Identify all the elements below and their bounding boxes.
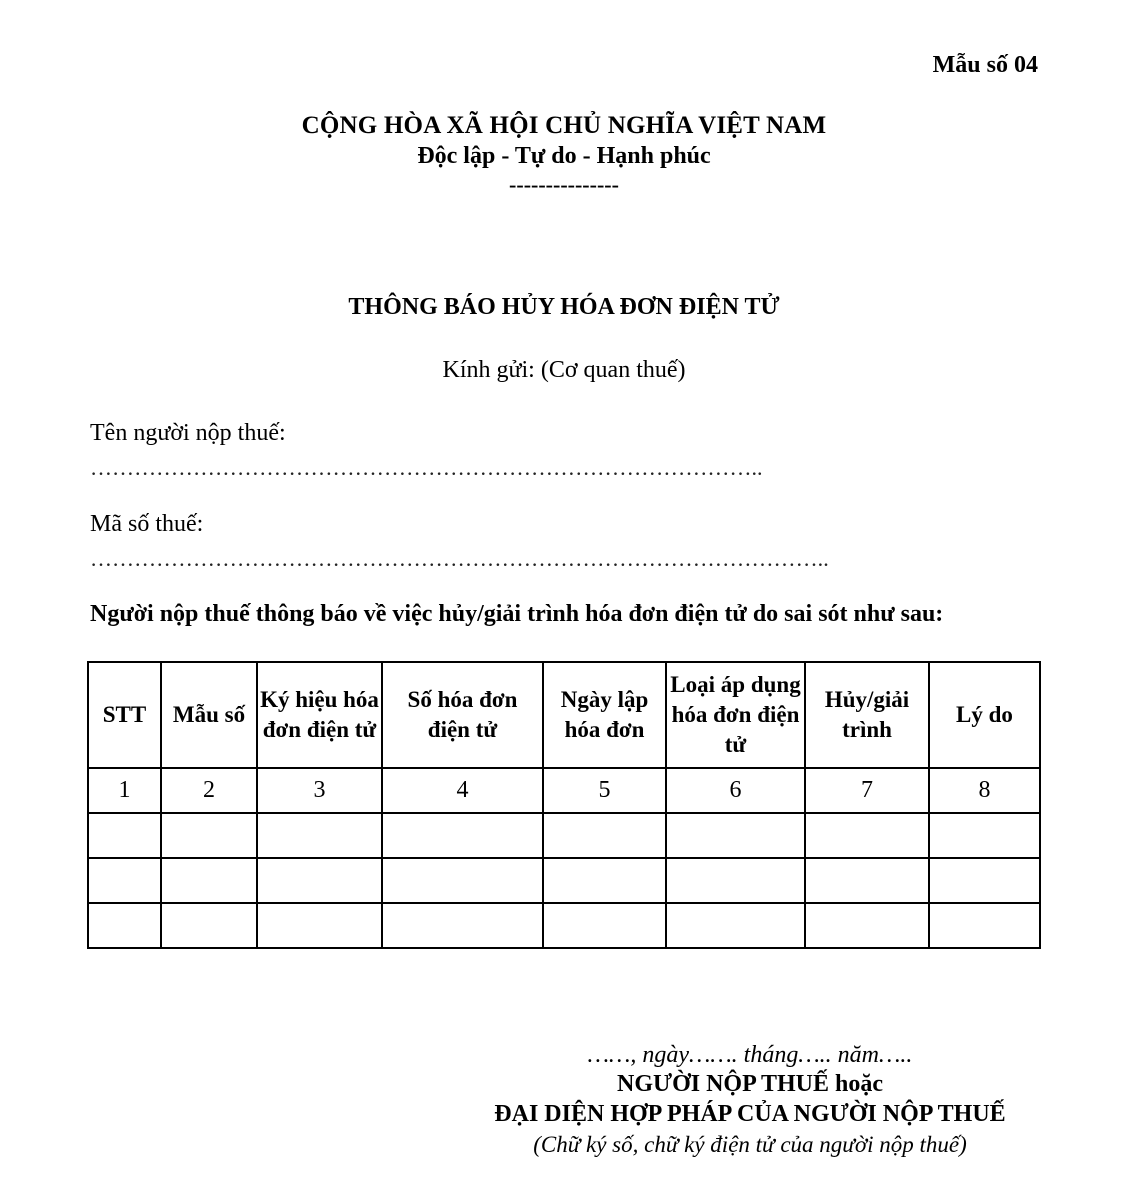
table-cell[interactable] [929, 813, 1040, 858]
col-header-invoice-date: Ngày lập hóa đơn [543, 662, 666, 768]
table-row [88, 858, 1040, 903]
table-cell[interactable] [543, 858, 666, 903]
motto: Độc lập - Tự do - Hạnh phúc [417, 143, 711, 169]
column-number: 7 [805, 768, 929, 813]
tax-code-field[interactable]: ……………………………………………………………………………………….. [90, 546, 829, 571]
table-cell[interactable] [382, 903, 543, 948]
signature-role-line2: ĐẠI DIỆN HỢP PHÁP CỦA NGƯỜI NỘP THUẾ [494, 1101, 1006, 1127]
table-cell[interactable] [929, 903, 1040, 948]
country-heading: CỘNG HÒA XÃ HỘI CHỦ NGHĨA VIỆT NAM [301, 112, 827, 139]
invoice-table [87, 661, 1041, 949]
col-header-invoice-type: Loại áp dụng hóa đơn điện tử [666, 662, 805, 768]
table-cell[interactable] [88, 813, 161, 858]
table-header-row [88, 662, 1040, 768]
table-cell[interactable] [805, 858, 929, 903]
table-cell[interactable] [257, 858, 382, 903]
col-header-stt: STT [88, 662, 161, 768]
taxpayer-name-label: Tên người nộp thuế: [90, 420, 286, 446]
column-number: 2 [161, 768, 257, 813]
signature-note: (Chữ ký số, chữ ký điện tử của người nộp thuế) [533, 1132, 967, 1157]
col-header-reason: Lý do [929, 662, 1040, 768]
table-cell[interactable] [88, 903, 161, 948]
column-number: 5 [543, 768, 666, 813]
col-header-cancel-explain: Hủy/giải trình [805, 662, 929, 768]
table-cell[interactable] [88, 858, 161, 903]
table-cell[interactable] [929, 858, 1040, 903]
col-header-invoice-symbol: Ký hiệu hóa đơn điện tử [257, 662, 382, 768]
table-cell[interactable] [257, 903, 382, 948]
column-number: 1 [88, 768, 161, 813]
column-number: 4 [382, 768, 543, 813]
table-cell[interactable] [382, 858, 543, 903]
table-cell[interactable] [161, 903, 257, 948]
table-cell[interactable] [257, 813, 382, 858]
column-number: 6 [666, 768, 805, 813]
taxpayer-name-field[interactable]: ……………………………………………………………………………….. [90, 455, 763, 480]
table-cell[interactable] [805, 903, 929, 948]
table-cell[interactable] [666, 858, 805, 903]
column-number-row [88, 768, 1040, 813]
table-cell[interactable] [543, 813, 666, 858]
intro-statement: Người nộp thuế thông báo về việc hủy/giải trình hóa đơn điện tử do sai sót như sau: [90, 601, 944, 627]
table-row [88, 813, 1040, 858]
col-header-form-number: Mẫu số [161, 662, 257, 768]
table-cell[interactable] [161, 813, 257, 858]
greeting: Kính gửi: (Cơ quan thuế) [442, 357, 686, 383]
signature-role-line1: NGƯỜI NỘP THUẾ hoặc [616, 1071, 884, 1097]
table-cell[interactable] [666, 813, 805, 858]
table-cell[interactable] [161, 858, 257, 903]
table-cell[interactable] [543, 903, 666, 948]
table-cell[interactable] [666, 903, 805, 948]
column-number: 8 [929, 768, 1040, 813]
header-separator: --------------- [509, 172, 619, 197]
tax-code-label: Mã số thuế: [90, 511, 204, 537]
document-title: THÔNG BÁO HỦY HÓA ĐƠN ĐIỆN TỬ [348, 294, 780, 320]
table-cell[interactable] [382, 813, 543, 858]
table-cell[interactable] [805, 813, 929, 858]
signature-date-line: ……, ngày……. tháng….. năm….. [587, 1042, 913, 1068]
form-number: Mẫu số 04 [932, 52, 1038, 78]
col-header-invoice-number: Số hóa đơn điện tử [382, 662, 543, 768]
column-number: 3 [257, 768, 382, 813]
table-row [88, 903, 1040, 948]
